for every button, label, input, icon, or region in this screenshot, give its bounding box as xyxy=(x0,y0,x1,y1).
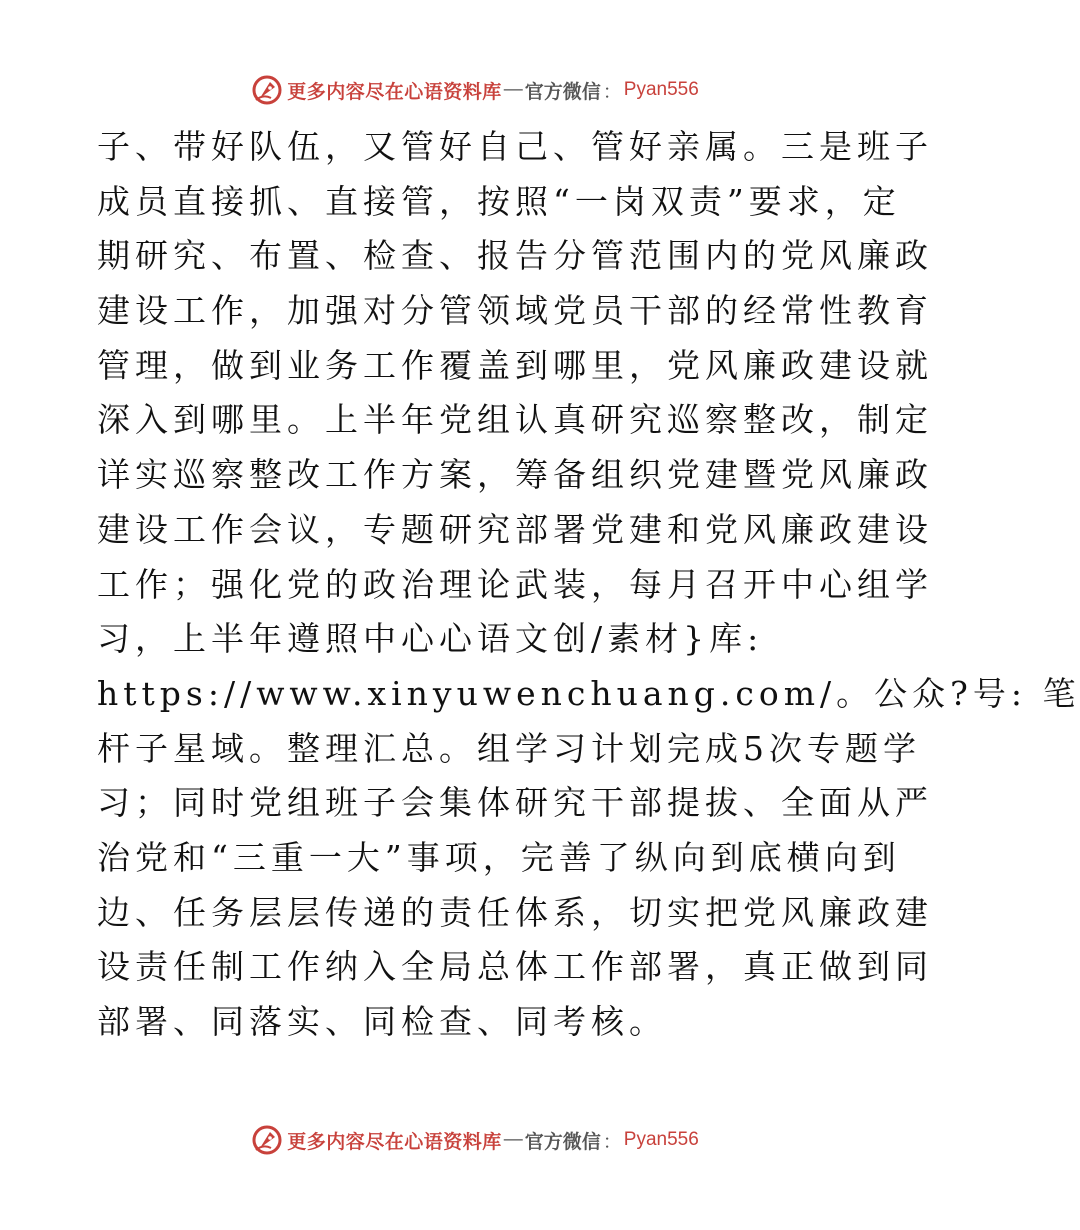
body-line: 深入到哪里。上半年党组认真研究巡察整改，制定 xyxy=(97,400,933,440)
body-line: 边、任务层层传递的责任体系，切实把党风廉政建 xyxy=(97,892,933,932)
body-line: 工作；强化党的政治理论武装，每月召开中心组学 xyxy=(97,564,933,604)
watermark-separator: — xyxy=(503,79,523,100)
watermark-wechat-id: Pyan556 xyxy=(623,79,699,100)
watermark-brand-text: 更多内容尽在心语资料库 xyxy=(287,80,502,103)
body-line: 建设工作会议，专题研究部署党建和党风廉政建设 xyxy=(97,509,933,549)
watermark-brand-text: 更多内容尽在心语资料库 xyxy=(287,1130,502,1153)
body-line: 建设工作，加强对分管领域党员干部的经常性教育 xyxy=(97,291,933,331)
body-line: 部署、同落实、同检查、同考核。 xyxy=(97,1002,667,1041)
watermark-colon: ： xyxy=(602,81,622,103)
document-body xyxy=(97,120,1080,1050)
body-line: 详实巡察整改工作方案，筹备组织党建暨党风廉政 xyxy=(97,455,933,495)
watermark-wechat-id: Pyan556 xyxy=(623,1129,699,1150)
body-line: 期研究、布置、检查、报告分管范围内的党风廉政 xyxy=(97,236,933,276)
body-line-url: https://www.xinyuwenchuang.com/。公众?号: 笔 xyxy=(97,673,1080,713)
pen-nib-logo-icon xyxy=(251,74,283,106)
header-watermark xyxy=(0,70,950,110)
footer-watermark xyxy=(0,1120,950,1160)
pen-nib-logo-icon xyxy=(251,1124,283,1156)
watermark-wechat-label: 官方微信 xyxy=(524,1130,601,1153)
body-line: 设责任制工作纳入全局总体工作部署，真正做到同 xyxy=(97,947,933,987)
body-line: 习；同时党组班子会集体研究干部提拔、全面从严 xyxy=(97,783,933,823)
body-line: 杆子星域。整理汇总。组学习计划完成5次专题学 xyxy=(97,728,921,768)
body-line: 管理，做到业务工作覆盖到哪里，党风廉政建设就 xyxy=(97,345,933,385)
watermark-separator: — xyxy=(503,1129,523,1150)
body-line: 治党和“三重一大”事项，完善了纵向到底横向到 xyxy=(97,837,901,877)
body-line: 子、带好队伍，又管好自己、管好亲属。三是班子 xyxy=(97,127,933,166)
watermark-wechat-label: 官方微信 xyxy=(524,80,601,103)
watermark-colon: ： xyxy=(602,1131,622,1153)
body-line: 习，上半年遵照中心心语文创/素材}库: xyxy=(97,619,764,659)
body-line: 成员直接抓、直接管，按照“一岗双责”要求，定 xyxy=(97,181,901,221)
